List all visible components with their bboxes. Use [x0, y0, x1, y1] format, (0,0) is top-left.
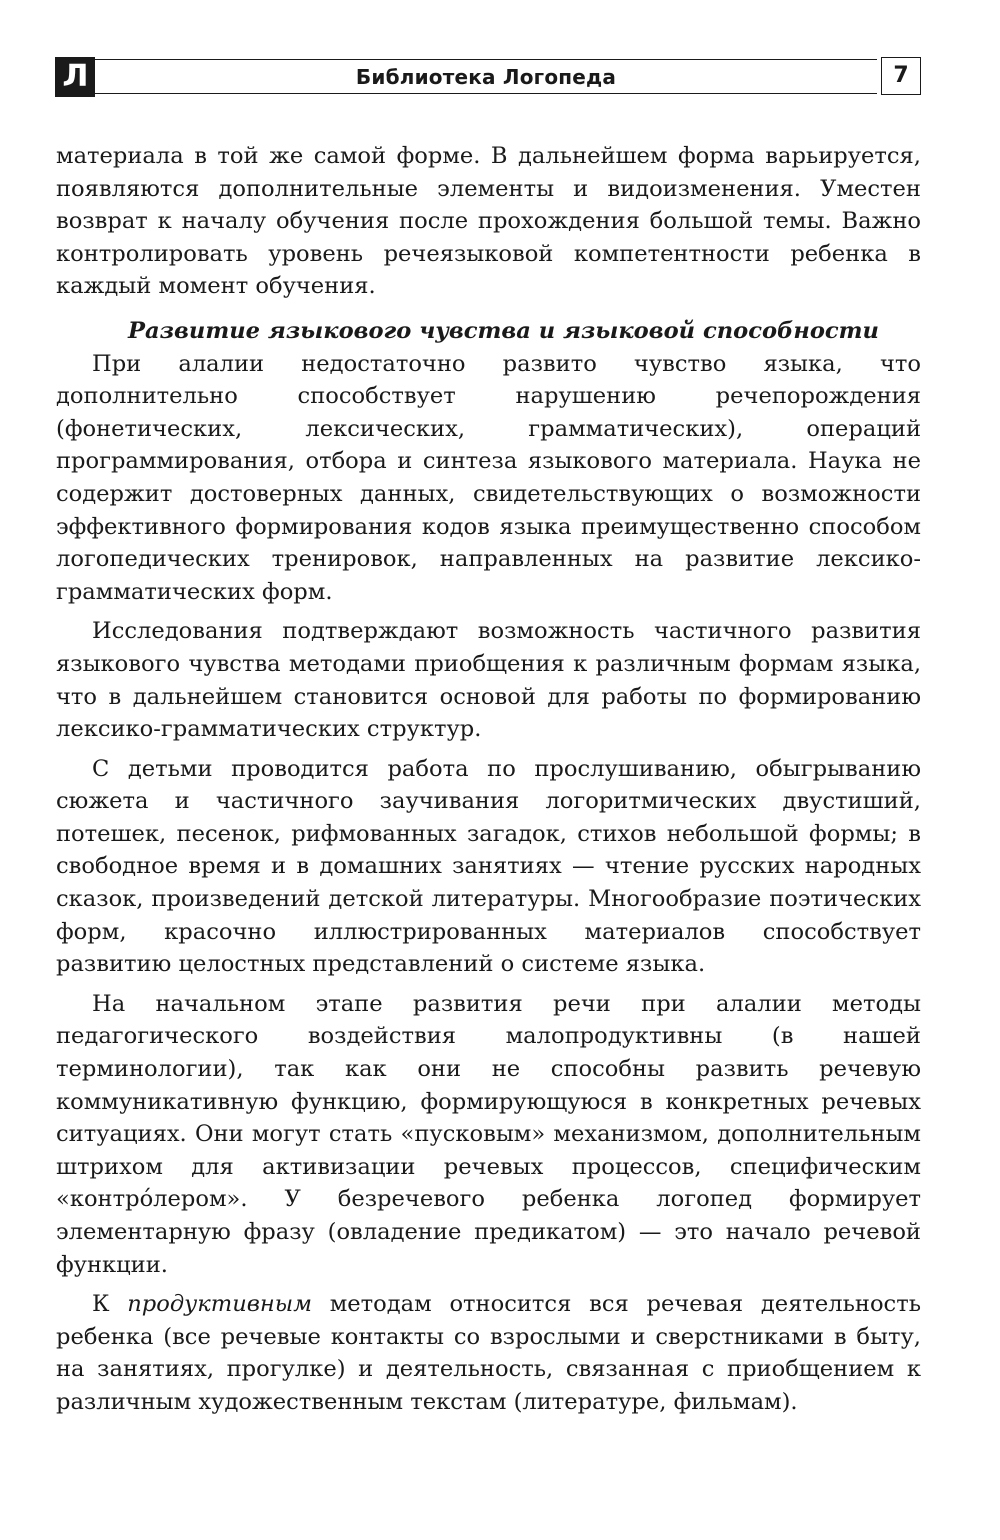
- paragraph: Исследования подтверждают возможность частичного развития языкового чувства методами приобщения к различным формам языка, что в дальнейшем становится основой для работы по формированию лексико-грамматических структур.: [56, 618, 921, 743]
- page-number: 7: [881, 57, 921, 95]
- section-heading: Развитие языкового чувства и языковой способности: [128, 317, 879, 344]
- header-title: Библиотека Логопеда: [355, 65, 617, 89]
- running-header: [55, 57, 921, 97]
- paragraph-rest: методам относится вся речевая деятельность ребенка (все речевые контакты со взрослыми и сверстниками в быту, на занятиях, прогулке) и деятельность, связанная с приобщением к различным художественным текстам (литературе, фильмам).: [56, 1291, 921, 1415]
- header-rule-top: [95, 59, 877, 60]
- header-rule-bottom: [95, 93, 877, 94]
- logo-letter: Л: [61, 59, 89, 94]
- paragraph: На начальном этапе развития речи при алалии методы педагогического воздействия малопродуктивны (в нашей терминологии), так как они не способны развить речевую коммуникативную функцию, формирующуюся в конкретных речевых ситуациях. Они могут стать «пусковым» механизмом, дополнительным штрихом для активизации речевых процессов, специфическим «контро́лером». У безречевого ребенка логопед формирует элементарную фразу (овладение предикатом) — это начало речевой функции.: [56, 990, 921, 1278]
- paragraph: При алалии недостаточно развито чувство языка, что дополнительно способствует нарушению речепорождения (фонетических, лексических, грамматических), операций программирования, отбора и синтеза языкового материала. Наука не содержит достоверных данных, свидетельствующих о возможности эффективного формирования кодов языка преимущественно способом логопедических тренировок, направленных на развитие лексико-грамматических форм.: [56, 350, 921, 605]
- page-body: [56, 140, 921, 1419]
- paragraph-lead: К: [92, 1291, 128, 1318]
- library-logo: [55, 57, 95, 97]
- paragraph-continued: материала в той же самой форме. В дальнейшем форма варьируется, появляются дополнительные элементы и видоизменения. Уместен возврат к началу обучения после прохождения большой темы. Важно контролировать уровень речеязыковой компетентности ребенка в каждый момент обучения.: [56, 143, 921, 300]
- paragraph: [56, 1288, 921, 1418]
- italic-term: продуктивным: [127, 1291, 312, 1318]
- paragraph: С детьми проводится работа по прослушиванию, обыгрыванию сюжета и частичного заучивания логоритмических двустиший, потешек, песенок, рифмованных загадок, стихов небольшой формы; в свободное время и в домашних занятиях — чтение русских народных сказок, произведений детской литературы. Многообразие поэтических форм, красочно иллюстрированных материалов способствует развитию целостных представлений о системе языка.: [56, 755, 921, 978]
